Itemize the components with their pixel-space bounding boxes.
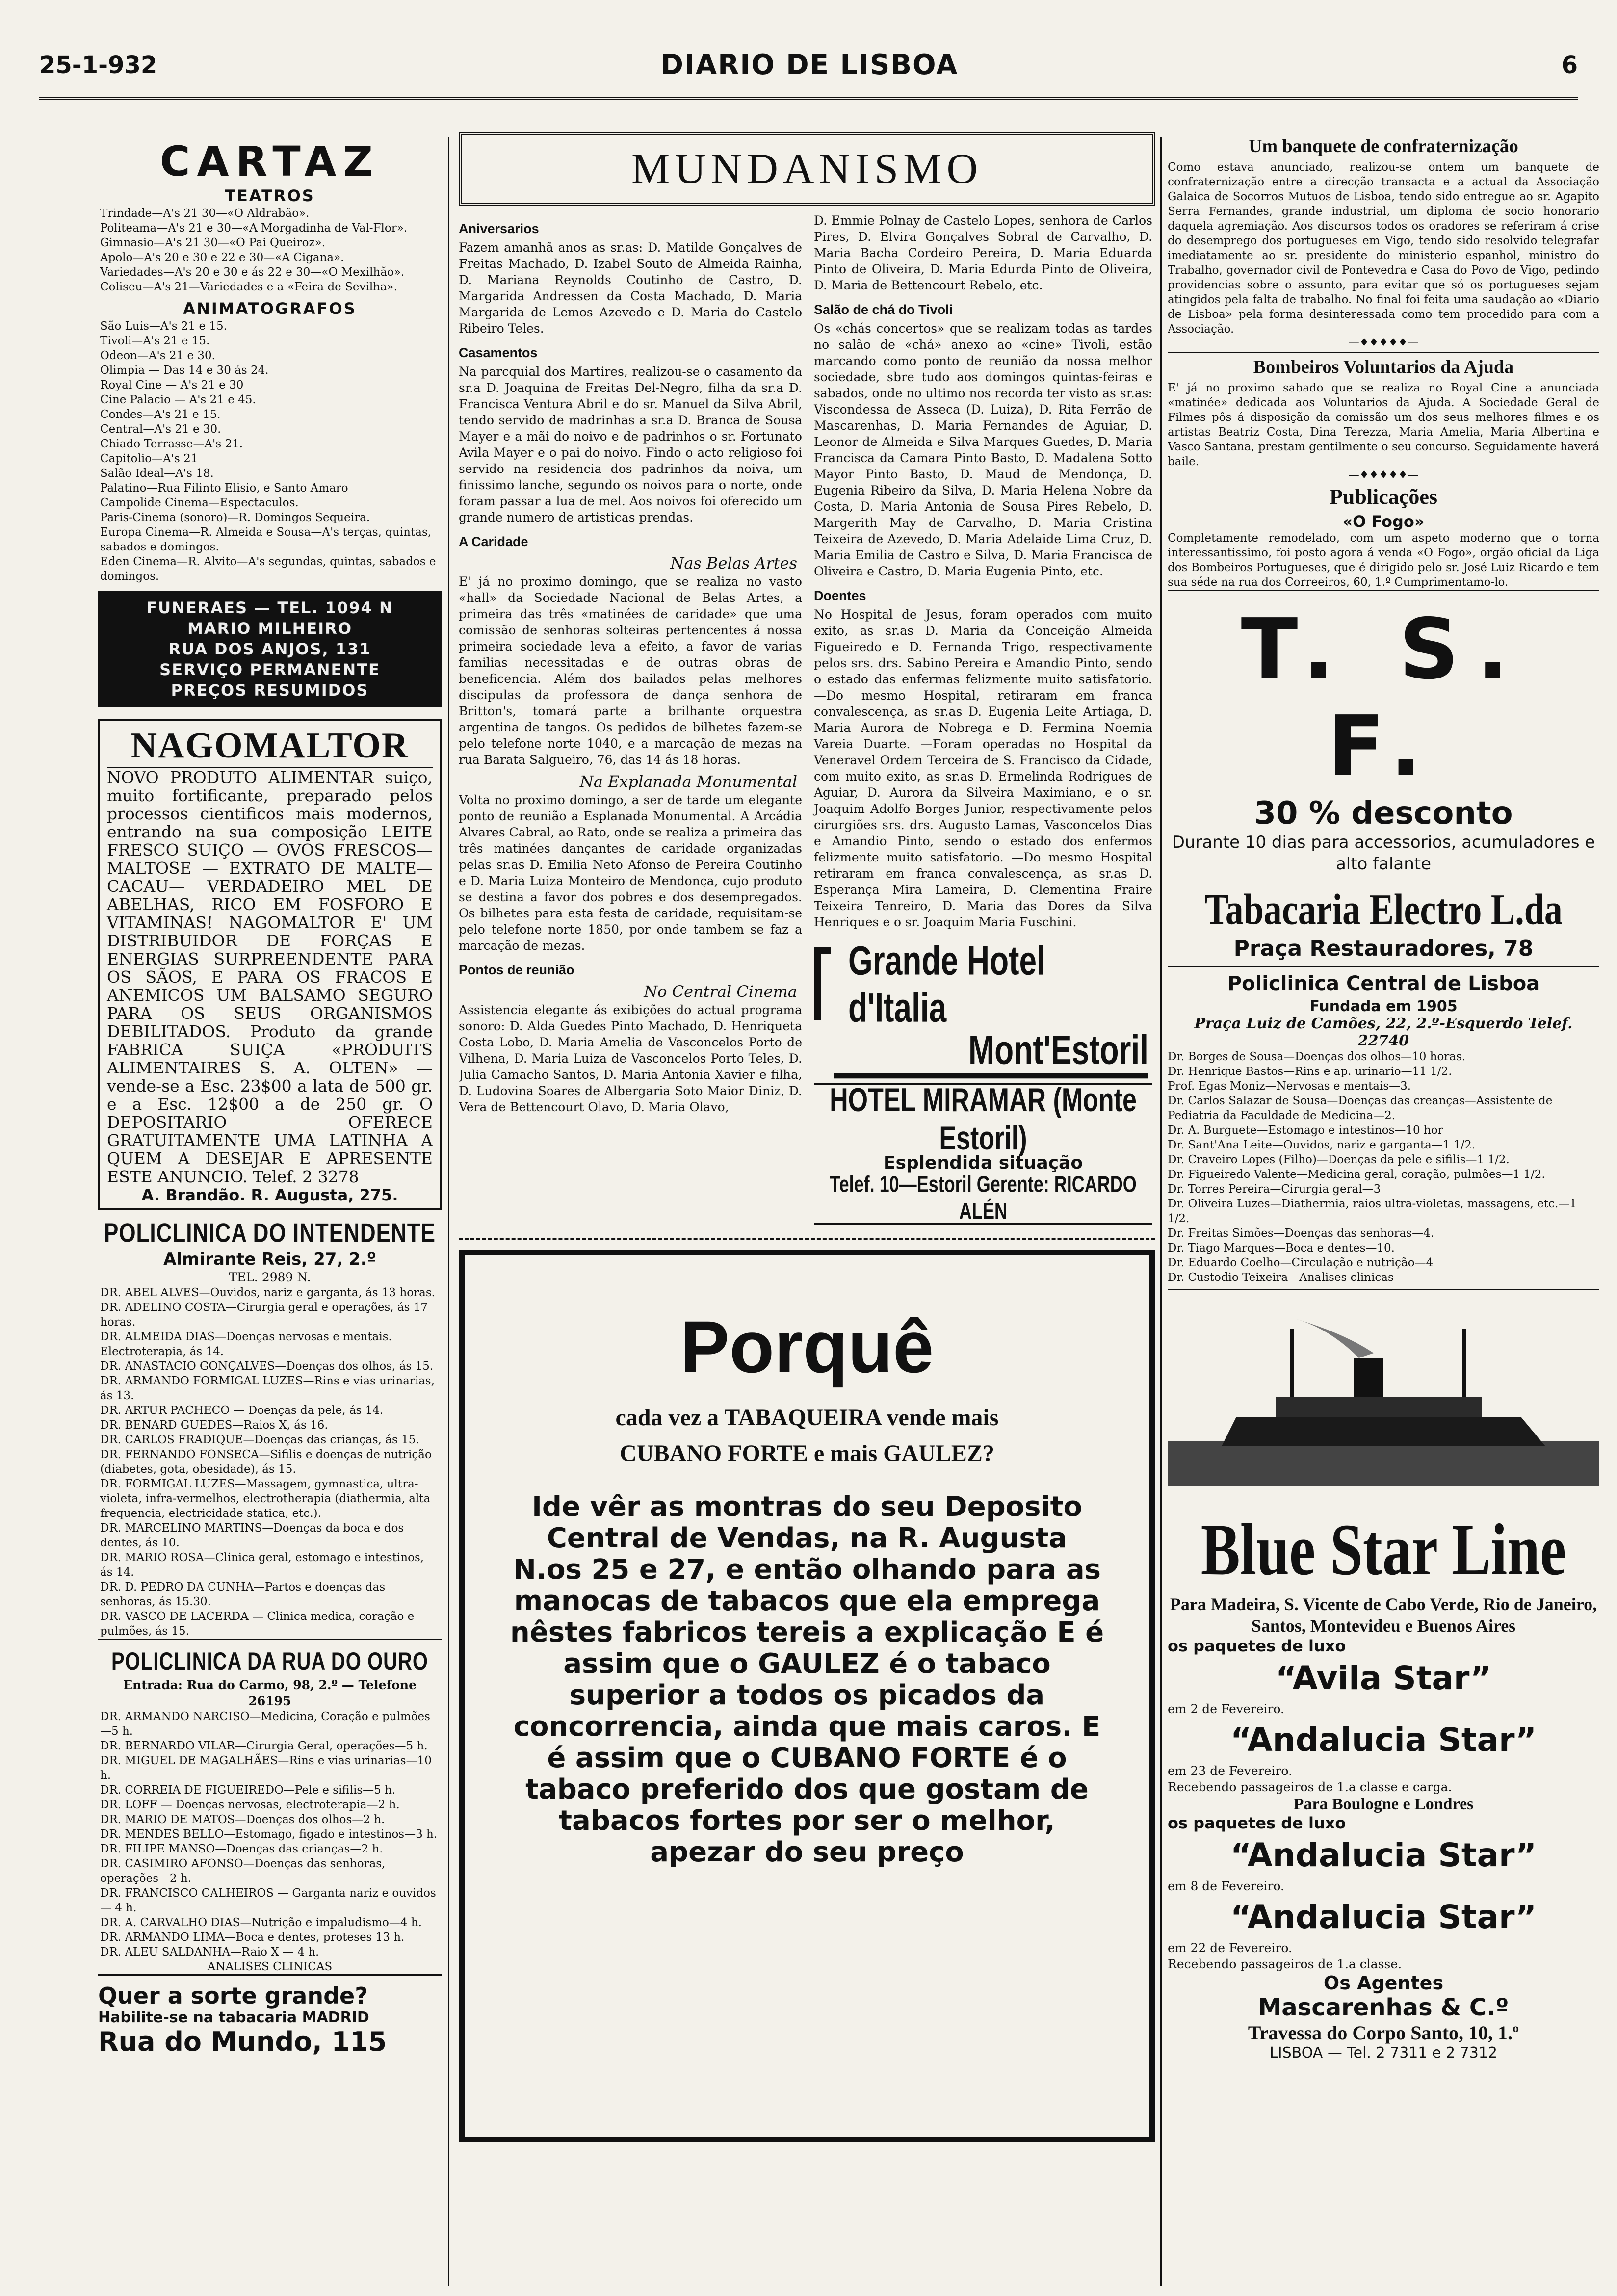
list-item: DR. ARMANDO FORMIGAL LUZES—Rins e vias urinarias, ás 13. [100,1375,435,1402]
list-item: Politeama—A's 21 e 30—«A Morgadinha de Val-Flor». [100,222,408,235]
list-item: Gimnasio—A's 21 30—«O Pai Queiroz». [100,236,326,249]
list-item: DR. CARLOS FRADIQUE—Doenças das crianças, ás 15. [100,1434,419,1446]
porque-subtitle-2: CUBANO FORTE e mais GAULEZ? [620,1440,994,1466]
funeraes-line: RUA DOS ANJOS, 131 [168,640,371,658]
list-item: DR. BENARD GUEDES—Raios X, ás 16. [100,1419,328,1432]
ornament-rule: —♦♦♦♦♦— [1348,337,1419,349]
section-rule [459,1238,1155,1240]
section-heading: A Caridade [459,534,528,549]
list-item: DR. CASIMIRO AFONSO—Doenças das senhoras, operações—2 h. [100,1857,386,1885]
salao-text: Os «chás concertos» que se realizam todas as tardes no salão de «chá» anexo ao «cine» Tivoli, estão marcando como ponto de reunião da nossa melhor sociedade, sbre tudo aos domingos quintas-feiras e sabados, onde no ultimo nos recorda ter visto as sr.as: Viscondessa de Asseca (D. Luiza), D. Rita Ferrão de Mascarenhas, D. Maria Fernandes de Aguiar, D. Leonor de Almeida e Silva Marques Guedes, D. Maria Francisca da Camara Pinto Basto, D. Madalena Sotto Mayor Pinto Basto, D. Maud de Mendonça, D. Eugenia Ribeiro da Silva, D. Maria Helena Nobre da Costa, D. Maria Antonia de Sousa Pires Rebelo, D. Margerith May de Carvalho, D. Maria Cristina Teixeira de Azevedo, D. Maria Adelaide Lima Cruz, D. Maria Emilia de Castro e Silva, D. Maria Francisca de Oliveira e Castro, D. Maria Eugenia Pinto, etc. [814,321,1152,578]
list-item: Campolide Cinema—Espectaculos. [100,496,299,509]
list-item: DR. A. CARVALHO DIAS—Nutrição e impaludismo—4 h. [100,1916,422,1929]
list-item: Chiado Terrasse—A's 21. [100,438,243,450]
sorte-ad [98,1983,442,2057]
bluestar-route-2: Para Boulogne e Londres [1293,1795,1474,1813]
newspaper-title: DIARIO DE LISBOA [660,49,959,81]
page-header [0,0,1617,132]
bluestar-recebendo: Recebendo passageiros de 1.a classe e carga. [1168,1780,1452,1794]
list-item: Dr. Eduardo Coelho—Circulação e nutrição—4 [1168,1256,1434,1269]
list-item: Dr. A. Burguete—Estomago e intestinos—10 hor [1168,1124,1443,1137]
list-item: São Luis—A's 21 e 15. [100,320,227,333]
list-item: DR. BERNARDO VILAR—Cirurgia Geral, operações—5 h. [100,1740,428,1752]
hotel-miramar-line-1: HOTEL MIRAMAR (Monte Estoril) [830,1082,1137,1157]
publicacoes-body: Completamente remodelado, com um aspeto moderno que o torna interessantissimo, foi posto agora á venda «O Fogo», orgão oficial da Liga dos Bombeiros Portugueses, que é dirigido pelo sr. José Luiz Ricardo e tem sua séde na rua dos Correeiros, 60, 1.º Cumprimentamo-lo. [1168,532,1599,589]
tsf-body: Durante 10 dias para accessorios, acumuladores e alto falante [1172,833,1595,874]
tsf-title: T. S. F. [1241,601,1526,795]
list-item: DR. MARCELINO MARTINS—Doenças da boca e dos dentes, ás 10. [100,1522,404,1549]
funeraes-line: SERVIÇO PERMANENTE [159,660,380,679]
list-item: Dr. Custodio Teixeira—Analises clinicas [1168,1271,1394,1284]
list-item: Central—A's 21 e 30. [100,423,221,436]
list-item: DR. ARTUR PACHECO — Doenças da pele, ás 14. [100,1404,384,1417]
section-heading: Salão de chá do Tivoli [814,302,953,317]
list-item: DR. ANASTACIO GONÇALVES—Doenças dos olhos, ás 15. [100,1360,434,1373]
list-item: DR. FRANCISCO CALHEIROS — Garganta nariz e ouvidos — 4 h. [100,1887,436,1914]
list-item: Condes—A's 21 e 15. [100,408,221,421]
subsection-heading: Nas Belas Artes [670,554,797,573]
list-item: Olimpia — Das 14 e 30 ás 24. [100,364,269,377]
pontos-text-cont: D. Emmie Polnay de Castelo Lopes, senhora de Carlos Pires, D. Elvira Gonçalves Sobral de Carvalho, D. Maria Bacha Cordeiro Pereira, D. Maria Eduarda Pinto de Oliveira, D. Maria Edurda Pinto de Oliveira, D. Maria de Bettencourt Rebelo, etc. [814,213,1152,292]
list-item: Dr. Oliveira Luzes—Diathermia, raios ultra-violetas, massagens, etc.—1 1/2. [1168,1198,1577,1225]
list-item: Dr. Torres Pereira—Cirurgia geral—3 [1168,1183,1381,1196]
list-item: Capitolio—A's 21 [100,452,198,465]
nagomaltor-ad [98,719,442,1210]
list-item: DR. ALMEIDA DIAS—Doenças nervosas e mentais. Electroterapia, ás 14. [100,1331,392,1358]
agents-tel: LISBOA — Tel. 2 7311 e 2 7312 [1270,2044,1497,2061]
hotel-italia-bracket [814,947,831,1020]
list-item: ANALISES CLINICAS [207,1960,333,1973]
sailing-date: em 8 de Fevereiro. [1168,1879,1284,1893]
hotel-italia-ad [814,937,1152,1076]
ruaouro-box [98,1647,442,1976]
bluestar-paquetes: os paquetes de luxo [1168,1637,1346,1655]
left-column [98,132,442,2291]
hotel-miramar-line-3: Telef. 10—Estoril Gerente: RICARDO ALÉN [830,1171,1137,1224]
doentes-text: No Hospital de Jesus, foram operados com muito exito, as sr.as D. Maria da Conceição Almeida Figueiredo e D. Fernanda Trigo, respectivamente pelos srs. drs. Sabino Pereira e Amandio Pinto, sendo o estado das enfermas felizmente muito satisfatorio. —Do mesmo Hospital, retiraram em franca convalescença, as sr.as D. Eugenia Leite Artiaga, D. Maria Aurora de Nobrega e D. Fermina Noemia Vareia Duarte. —Foram operadas no Hospital da Veneravel Ordem Terceira de S. Francisco da Cidade, com muito exito, as sr.as D. Ermelinda Rodrigues de Aguiar, D. Aurora da Silveira Maximiano, e o sr. Joaquim Adolfo Borges Junior, respectivamente pelos cirurgiões srs. drs. Augusto Lamas, Vasconcelos Dias e Amandio Pinto, sendo o estado dos enfermos felizmente muito satisfatorio. —Do mesmo Hospital retiraram em franca convalescença, as sr.as D. Esperança Mira Lameira, D. Clementina Fraire Teixeira Tenreiro, D. Maria das Dores da Silva Henriques e o sr. Joaquim Maria Fuschini. [814,607,1152,929]
animatografos-list [100,319,440,584]
bluestar-title: Blue Star Line [1200,1509,1566,1591]
hotel-miramar-ad [814,1083,1152,1225]
list-item: Dr. Henrique Bastos—Rins e ap. urinario—11 1/2. [1168,1065,1452,1078]
teatros-heading: TEATROS [225,186,315,205]
bluestar-route: Para Madeira, S. Vicente de Cabo Verde, Rio de Janeiro, Santos, Montevideu e Buenos Aires [1170,1594,1597,1636]
middle-column [459,132,1155,2291]
cartaz-box [98,132,442,584]
bluestar-paquetes-2: os paquetes de luxo [1168,1814,1346,1832]
sorte-line-3: Rua do Mundo, 115 [98,2026,387,2057]
list-item: DR. D. PEDRO DA CUNHA—Partos e doenças das senhoras, ás 15.30. [100,1581,386,1608]
list-item: Dr. Craveiro Lopes (Filho)—Doenças da pele e sifilis—1 1/2. [1168,1153,1510,1166]
section-heading: Aniversarios [459,221,539,236]
list-item: Dr. Carlos Salazar de Sousa—Doenças das creanças—Assistente de Pediatria da Faculdade de Medicina—2. [1168,1095,1553,1122]
central-lisboa-box [1168,967,1599,1290]
list-item: Dr. Tiago Marques—Boca e dentes—10. [1168,1242,1395,1254]
central-lisboa-title: Policlinica Central de Lisboa [1227,972,1540,995]
tabacaria-name: Tabacaria Electro L.da [1204,886,1563,935]
bluestar-ad [1168,1290,1599,2061]
funeraes-line: PREÇOS RESUMIDOS [171,681,369,700]
section-heading: Casamentos [459,345,538,360]
list-item: Salão Ideal—A's 18. [100,467,214,480]
list-item: Eden Cinema—R. Alvito—A's segundas, quintas, sabados e domingos. [100,555,436,583]
porque-subtitle-1: cada vez a TABAQUEIRA vende mais [615,1405,999,1431]
list-item: Dr. Freitas Simões—Doenças das senhoras—4. [1168,1227,1434,1240]
agents-name: Mascarenhas & C.º [1258,1994,1509,2021]
explanada-text: Volta no proximo domingo, a ser de tarde um elegante ponto de reunião a Esplanada Monumental. A Arcádia Alvares Cabral, ao Rato, onde se realiza a primeira das três matinées dançantes de caridade organizadas pelas sr.as D. Emilia Neto Afonso de Pereira Coutinho e D. Maria Luiza Monteiro de Mendonça, cujo produto se destina a favor dos pobres e dos desempregados. Os bilhetes para esta festa de caridade, requisitam-se pelo telefone norte 1850, por onde tambem se faz a marcação de mezas. [459,793,802,953]
list-item: Apolo—A's 20 e 30 e 22 e 30—«A Cigana». [100,251,344,264]
hotel-italia-line-2: Mont'Estoril [834,1026,1148,1079]
mundanismo-col-1 [459,212,802,1232]
ship-name: “Avila Star” [1275,1659,1492,1697]
intendente-address: Almirante Reis, 27, 2.º [163,1250,376,1269]
belas-artes-text: E' já no proximo domingo, que se realiza no vasto «hall» da Sociedade Nacional de Belas Artes, a primeira das três «matinées de caridade» que uma comissão de senhoras solteiras pertencentes á nossa primeira sociedade leva a efeito, a favor de varias familias necessitadas e de outras obras de beneficencia. Além dos bailados pelas melhores discipulas da professora de dança senhora de Britton's, tomará parte a brilhante orquestra argentina de tangos. Os pedidos de bilhetes fazem-se pelo telefone norte 1040, e a marcação de mezas na rua Barata Salgueiro, 76, das 14 ás 18 horas. [459,574,802,767]
mundanismo-col-2 [814,212,1152,1232]
list-item: DR. MIGUEL DE MAGALHÃES—Rins e vias urinarias—10 h. [100,1754,432,1782]
right-column [1168,132,1599,2291]
list-item: Prof. Egas Moniz—Nervosas e mentais—3. [1168,1080,1411,1093]
list-item: Europa Cinema—R. Almeida e Sousa—A's terças, quintas, sabados e domingos. [100,526,432,553]
list-item: DR. FERNANDO FONSECA—Sifilis e doenças de nutrição (diabetes, gota, obesidade), ás 15. [100,1448,432,1476]
bombeiros-body: E' já no proximo sabado que se realiza no Royal Cine a anunciada «matinée» dedicada aos Voluntarios da Ajuda. A Sociedade Geral de Filmes pôs á disposição da comissão um dos seus melhores filmes e os artistas Beatriz Costa, Dina Terezza, Maria Amelia, Maria Albertina e Vasco Santana, prestam gentilmente o seu concurso. Seguidamente haverá baile. [1168,382,1599,468]
section-heading: Doentes [814,588,866,603]
porque-ad [459,1250,1155,2142]
intendente-title: POLICLINICA DO INTENDENTE [104,1218,436,1248]
ship-mast [1462,1329,1466,1397]
list-item: DR. LOFF — Doenças nervosas, electroterapia—2 h. [100,1799,400,1811]
ship-hull [1222,1417,1545,1446]
central-lisboa-address: Praça Luiz de Camões, 22, 2.º-Esquerdo Telef. 22740 [1194,1015,1573,1049]
ship-name: “Andalucia Star” [1230,1898,1537,1936]
publicacoes-subtitle: «O Fogo» [1342,512,1425,531]
list-item: Cine Palacio — A's 21 e 45. [100,393,256,406]
sailing-date: em 23 de Fevereiro. [1168,1764,1292,1778]
list-item: DR. MARIO DE MATOS—Doenças dos olhos—2 h. [100,1813,385,1826]
list-item: Tivoli—A's 21 e 15. [100,335,210,347]
central-lisboa-founded: Fundada em 1905 [1309,998,1458,1015]
bluestar-recebendo-2: Recebendo passageiros de 1.a classe. [1168,1957,1402,1971]
agents-heading: Os Agentes [1323,1972,1444,1994]
list-item: Dr. Figueiredo Valente—Medicina geral, coração, pulmões—1 1/2. [1168,1168,1545,1181]
tsf-discount: 30 % desconto [1254,795,1513,832]
publicacoes-title: Publicações [1330,485,1437,509]
ruaouro-address: Entrada: Rua do Carmo, 98, 2.º — Telefone 26195 [123,1678,417,1708]
ship-name: “Andalucia Star” [1230,1836,1537,1874]
sea [1168,1441,1599,1486]
list-item: DR. FORMIGAL LUZES—Massagem, gymnastica, ultra-violeta, infra-vermelhos, electrotherapia (diathermia, alta frequencia, electricidade statica, etc.). [100,1478,431,1520]
list-item: DR. ADELINO COSTA—Cirurgia geral e operações, ás 17 horas. [100,1301,428,1329]
section-heading: Pontos de reunião [459,963,574,977]
ship-mast [1290,1329,1294,1397]
issue-date: 25-1-932 [39,52,157,79]
porque-title: Porquê [680,1305,934,1388]
list-item: DR. VASCO DE LACERDA — Clinica medica, coração e pulmões, ás 15. [100,1610,415,1638]
bombeiros-title: Bombeiros Voluntarios da Ajuda [1168,352,1599,378]
sailing-date: em 2 de Fevereiro. [1168,1702,1284,1716]
list-item: DR. ALEU SALDANHA—Raio X — 4 h. [100,1946,319,1958]
aniversarios-text: Fazem amanhã anos as sr.as: D. Matilde Gonçalves de Freitas Machado, D. Izabel Souto de Almeida Rainha, D. Mariana Reynolds Coutinho de Castro, D. Margarida Andressen da Costa Machado, D. Maria Margarida de Lemos Azevedo e D. Maria do Castelo Ribeiro Teles. [459,240,802,336]
banquete-title: Um banquete de confraternização [1249,136,1518,157]
list-item: Dr. Sant'Ana Leite—Ouvidos, nariz e garganta—1 1/2. [1168,1139,1476,1151]
animatografos-heading: ANIMATOGRAFOS [183,299,357,318]
sorte-line-2: Habilite-se na tabacaria MADRID [98,2009,369,2026]
list-item: DR. ABEL ALVES—Ouvidos, nariz e garganta, ás 13 horas. [100,1286,435,1299]
tabacaria-address: Praça Restauradores, 78 [1233,936,1534,961]
teatros-list [100,206,440,294]
ship-deck [1276,1397,1482,1417]
list-item: Trindade—A's 21 30—«O Aldrabão». [100,207,310,220]
banquete-body: Como estava anunciado, realizou-se ontem um banquete de confraternização entre a direcção transacta e a actual da Associação Galaica de Socorros Mutuos de Lisboa, tendo sido entregue ao sr. Agapito Serra Fernandes, grande industrial, um diploma de socio honorario daquela agremiação. Aos discursos todos os oradores se referiram á crise do desemprego dos portugueses em Vigo, tendo sido resolvido telegrafar imediatamente ao sr. presidente do ministerio espanhol, ministro do Trabalho, governador civil de Pontevedra e Casa do Povo de Vigo, pedindo providencias sobre o assunto, para evitar que só os portugueses sejam atingidos pela falta de trabalho. No final foi feita uma saudação ao «Diario de Lisboa» pela forma desinteressada como tem procedido para com a Associação. [1168,161,1599,336]
header-rule [39,97,1578,100]
list-item: Coliseu—A's 21—Variedades e a «Feira de Sevilha». [100,281,398,293]
list-item: Palatino—Rua Filinto Elisio, e Santo Amaro [100,482,348,495]
subsection-heading: No Central Cinema [644,982,797,1001]
intendente-tel: TEL. 2989 N. [229,1270,311,1284]
ruaouro-title: POLICLINICA DA RUA DO OURO [111,1648,428,1675]
list-item: Dr. Borges de Sousa—Doenças dos olhos—10 horas. [1168,1050,1466,1063]
funeraes-ad [98,591,442,707]
steamship-illustration [1168,1299,1599,1486]
intendente-list [100,1285,440,1639]
ornament-rule: —♦♦♦♦♦— [1348,469,1419,481]
central-lisboa-list [1168,1049,1599,1285]
hotel-italia-line-1: Grande Hotel d'Italia [848,938,1045,1031]
nagomaltor-body: NOVO PRODUTO ALIMENTAR suiço, muito fortificante, preparado pelos processos cientificos mais modernos, entrando na sua composição LEITE FRESCO SUIÇO — OVOS FRESCOS—MALTOSE — EXTRATO DE MALTE—CACAU— VERDADEIRO MEL DE ABELHAS, RICO EM FOSFORO E VITAMINAS! NAGOMALTOR E' UM DISTRIBUIDOR DE FORÇAS E ENERGIAS SURPREENDENTE PARA OS SÃOS, E PARA OS FRACOS E ANEMICOS UM BALSAMO SEGURO PARA OS SEUS ORGANISMOS DEBILITADOS. Produto da grande FABRICA SUIÇA «PRODUITS ALIMENTAIRES S. A. OLTEN» — vende-se a Esc. 23$00 a lata de 500 gr. e a Esc. 12$00 a de 250 gr. O DEPOSITARIO OFERECE GRATUITAMENTE UMA LATINHA A QUEM A DESEJAR E APRESENTE ESTE ANUNCIO. Telef. 2 3278 [107,768,433,1186]
cartaz-title: CARTAZ [159,137,380,185]
list-item: DR. ARMANDO NARCISO—Medicina, Coração e pulmões—5 h. [100,1710,430,1738]
list-item: Odeon—A's 21 e 30. [100,349,215,362]
funeraes-line: FUNERAES — TEL. 1094 N [146,599,393,617]
nagomaltor-title: NAGOMALTOR [107,725,433,768]
tsf-ad [1168,590,1599,967]
ship-funnel [1354,1358,1383,1397]
list-item: DR. CORREIA DE FIGUEIREDO—Pele e sifilis—5 h. [100,1784,396,1797]
agents-address: Travessa do Corpo Santo, 10, 1.º [1248,2022,1519,2044]
hotel-miramar-line-2: Esplendida situação [883,1153,1083,1173]
mundanismo-title: MUNDANISMO [459,132,1155,206]
list-item: DR. FILIPE MANSO—Doenças das crianças—2 h. [100,1843,383,1855]
intendente-box [98,1217,442,1640]
list-item: DR. MENDES BELLO—Estomago, figado e intestinos—3 h. [100,1828,438,1841]
smoke [1295,1319,1374,1358]
ship-name: “Andalucia Star” [1230,1721,1537,1759]
porque-body: Ide vêr as montras do seu Deposito Central de Vendas, na R. Augusta N.os 25 e 27, e então olhando para as manocas de tabacos que ela emprega nêstes fabricos tereis a explicação E é assim que o GAULEZ é o tabaco superior a todos os picados da concorrencia, ainda que mais caros. E é assim que o CUBANO FORTE é o tabaco preferido dos que gostam de tabacos fortes por ser o melhor, apezar do seu preço [510,1491,1104,1868]
list-item: Royal Cine — A's 21 e 30 [100,379,244,391]
ruaouro-list [100,1709,440,1974]
mundanismo-columns [459,212,1155,1232]
page-number: 6 [1561,52,1578,79]
list-item: DR. MARIO ROSA—Clinica geral, estomago e intestinos, ás 14. [100,1551,424,1579]
list-item: Variedades—A's 20 e 30 e ás 22 e 30—«O Mexilhão». [100,266,405,279]
sailing-date: em 22 de Fevereiro. [1168,1941,1292,1955]
subsection-heading: Na Explanada Monumental [579,772,797,791]
sorte-line-1: Quer a sorte grande? [98,1983,368,2009]
list-item: Paris-Cinema (sonoro)—R. Domingos Sequeira. [100,511,370,524]
column-divider [1160,137,1162,2286]
column-divider [448,137,449,2286]
central-cinema-text: Assistencia elegante ás exibições do actual programa sonoro: D. Alda Guedes Pinto Machado, D. Henriqueta Costa Lobo, D. Maria Amelia de Vasconcelos Porto de Vilhena, D. Maria Luiza de Vasconcelos Porto Teles, D. Julia Camacho Santos, D. Maria Antonia Xavier e filha, D. Ludovina Soares de Albergaria Soto Maior Diniz, D. Vera de Bettencourt Olavo, D. Maria Olavo, [459,1003,802,1114]
nagomaltor-footer: A. Brandão. R. Augusta, 275. [141,1186,398,1204]
funeraes-line: MARIO MILHEIRO [187,619,353,638]
casamentos-text: Na parcquial dos Martires, realizou-se o casamento da sr.a D. Joaquina de Freitas Del-Negro, filha da sr.a D. Francisca Ventura Abril e do sr. Manuel da Silva Abril, tendo servido de madrinhas a sr.a D. Branca de Sousa Mayer e a mãi do noivo e de padrinhos o sr. Fortunato Avila Mayer e o pai do noivo. Findo o acto religioso foi servido na residencia dos padrinhos da noiva, um finissimo lanche, segundo os noivos para o norte, onde foram passar a lua de mel. Aos noivos foi oferecido um grande numero de artisticas prendas. [459,365,802,524]
list-item: DR. ARMANDO LIMA—Boca e dentes, proteses 13 h. [100,1931,405,1944]
